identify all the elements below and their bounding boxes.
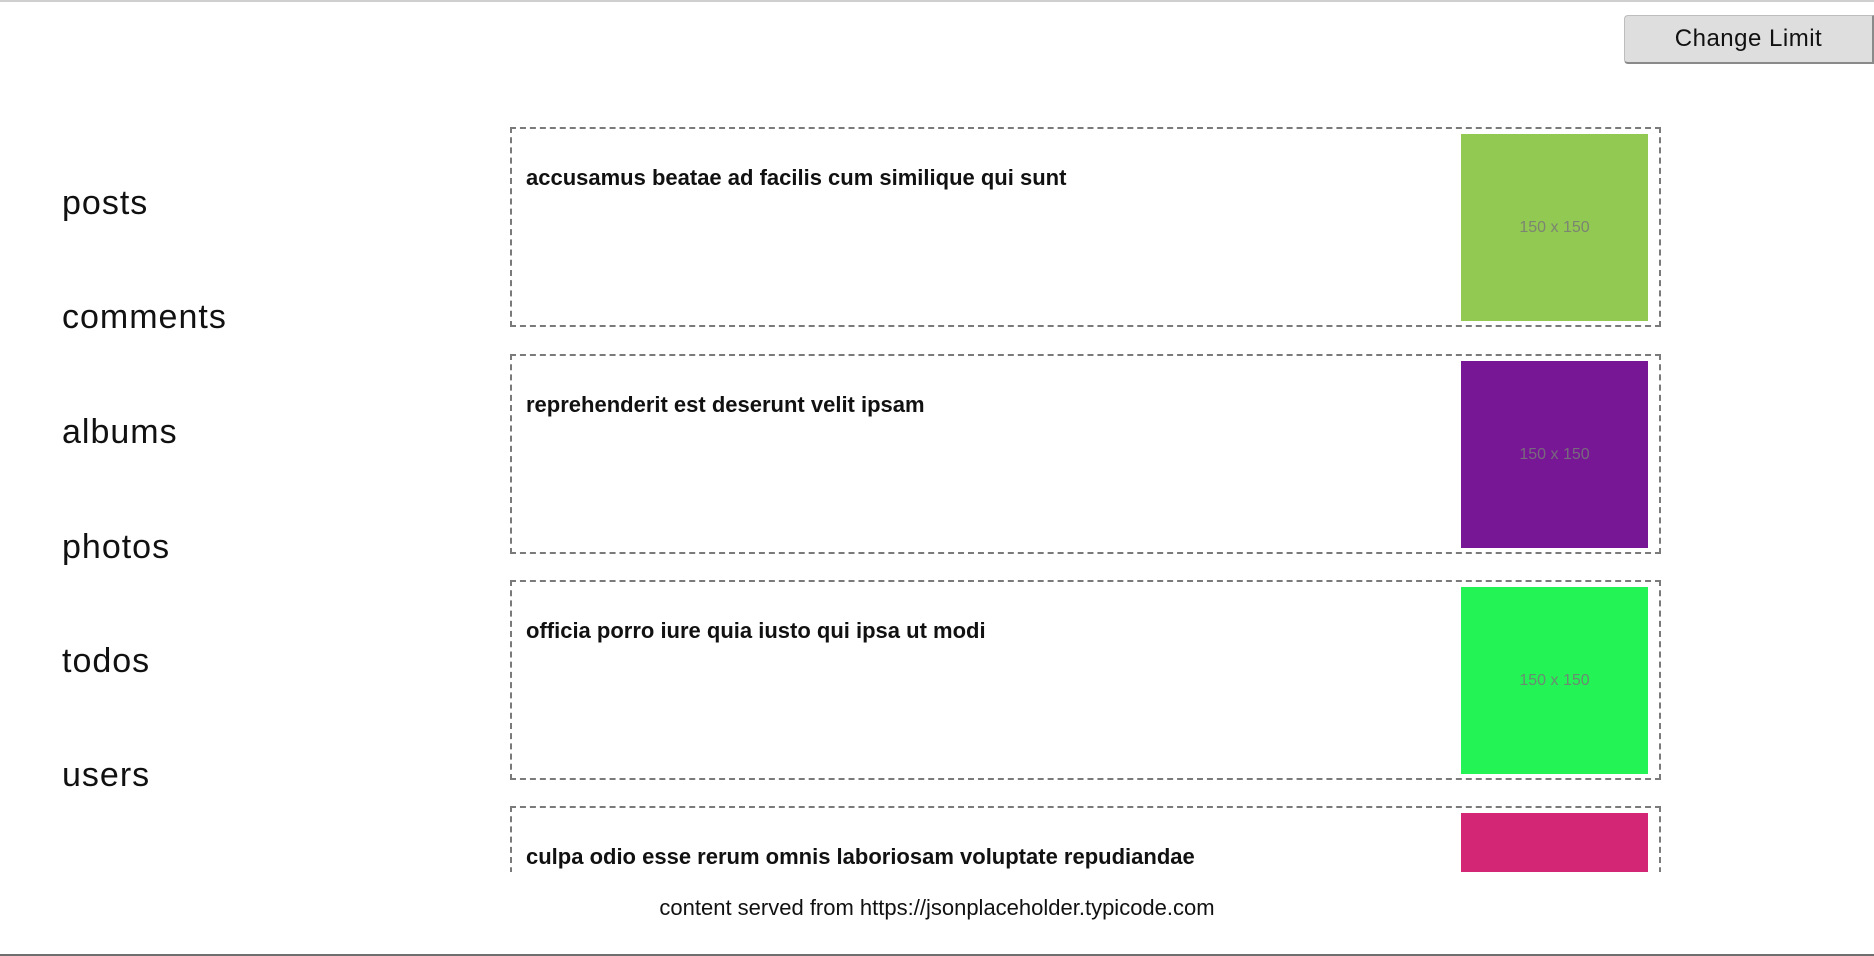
sidebar-item-albums[interactable]: albums [62,413,178,451]
sidebar-item-users[interactable]: users [62,756,151,794]
photo-thumbnail [1461,587,1648,774]
top-divider [0,0,1874,2]
sidebar-item-todos[interactable]: todos [62,642,151,680]
sidebar-item-photos[interactable]: photos [62,528,171,566]
photo-thumbnail [1461,361,1648,548]
photo-title: accusamus beatae ad facilis cum similique qui sunt [526,165,1067,190]
sidebar-item-posts[interactable]: posts [62,184,149,222]
photo-card [510,806,1661,872]
photo-thumbnail [1461,134,1648,321]
change-limit-button[interactable]: Change Limit [1624,15,1874,64]
photo-title: culpa odio esse rerum omnis laboriosam voluptate repudiandae [526,844,1195,869]
photo-thumbnail [1461,813,1648,872]
photo-title: officia porro iure quia iusto qui ipsa ut modi [526,618,986,643]
photo-card [510,580,1661,780]
photo-title: reprehenderit est deserunt velit ipsam [526,392,925,417]
photo-feed[interactable] [510,127,1661,872]
photo-card [510,354,1661,554]
photo-card [510,127,1661,327]
footer-credit: content served from https://jsonplaceholder.typicode.com [659,895,1215,920]
sidebar-item-comments[interactable]: comments [62,298,227,336]
thumbnail-size-label: 150 x 150 [1519,671,1590,689]
thumbnail-size-label: 150 x 150 [1519,445,1590,463]
thumbnail-size-label: 150 x 150 [1519,218,1590,236]
